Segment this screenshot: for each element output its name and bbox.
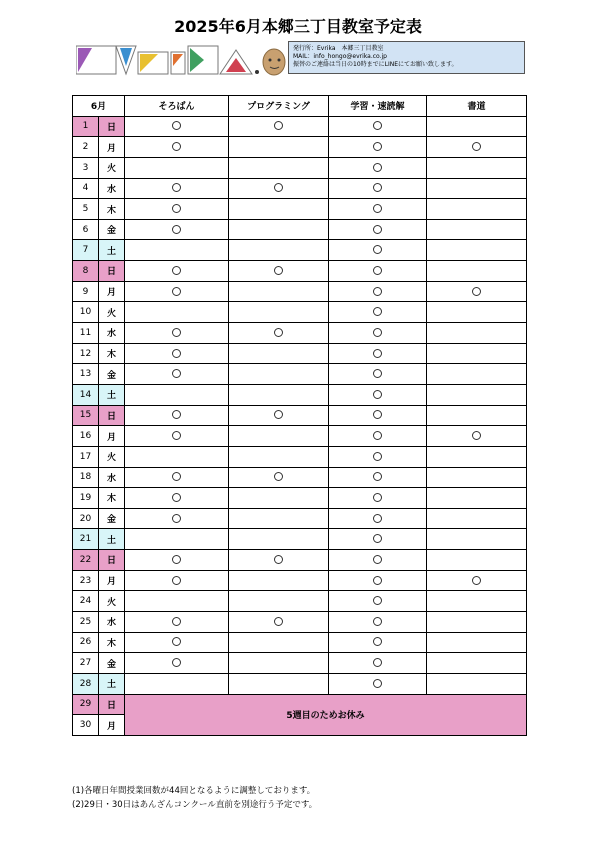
weekday-cell: 火 xyxy=(99,446,125,467)
class-cell xyxy=(427,343,527,364)
info-mail: MAIL：info_hongo@evrika.co.jp xyxy=(293,53,387,60)
class-cell xyxy=(229,529,329,550)
circle-mark-icon xyxy=(172,349,181,358)
circle-mark-icon xyxy=(373,431,382,440)
weekday-cell: 水 xyxy=(99,612,125,633)
class-cell xyxy=(229,199,329,220)
class-cell xyxy=(125,653,229,674)
class-cell xyxy=(125,261,229,282)
circle-mark-icon xyxy=(274,328,283,337)
class-cell xyxy=(329,199,427,220)
weekday-cell: 金 xyxy=(99,653,125,674)
day-cell: 17 xyxy=(73,446,99,467)
column-header: そろばん xyxy=(125,96,229,117)
table-row xyxy=(73,632,527,653)
day-cell: 15 xyxy=(73,405,99,426)
day-cell: 2 xyxy=(73,137,99,158)
class-cell xyxy=(427,323,527,344)
page-title: 2025年6月本郷三丁目教室予定表 xyxy=(174,17,422,36)
class-cell xyxy=(427,570,527,591)
class-cell xyxy=(229,488,329,509)
class-cell xyxy=(329,405,427,426)
circle-mark-icon xyxy=(274,266,283,275)
table-row xyxy=(73,694,527,715)
circle-mark-icon xyxy=(373,555,382,564)
weekday-cell: 金 xyxy=(99,219,125,240)
class-cell xyxy=(229,364,329,385)
table-row xyxy=(73,426,527,447)
circle-mark-icon xyxy=(274,472,283,481)
weekday-cell: 日 xyxy=(99,694,125,715)
weekday-cell: 日 xyxy=(99,116,125,137)
class-cell xyxy=(125,550,229,571)
circle-mark-icon xyxy=(373,410,382,419)
class-cell xyxy=(427,612,527,633)
note-item: (2)29日・30日はあんざんコンクール直前を別途行う予定です。 xyxy=(72,800,318,810)
class-cell xyxy=(229,157,329,178)
day-cell: 3 xyxy=(73,157,99,178)
table-row xyxy=(73,157,527,178)
circle-mark-icon xyxy=(472,287,481,296)
class-cell xyxy=(427,219,527,240)
circle-mark-icon xyxy=(172,121,181,130)
class-cell xyxy=(229,653,329,674)
circle-mark-icon xyxy=(373,349,382,358)
class-cell xyxy=(329,137,427,158)
info-notice: 振替のご連絡は当日の10時までにLINEにてお願い致します。 xyxy=(293,61,458,68)
month-header: 6月 xyxy=(73,96,125,117)
class-cell xyxy=(329,384,427,405)
table-row xyxy=(73,302,527,323)
day-cell: 27 xyxy=(73,653,99,674)
day-cell: 18 xyxy=(73,467,99,488)
column-header: 書道 xyxy=(427,96,527,117)
class-cell xyxy=(427,653,527,674)
schedule-table xyxy=(72,95,527,736)
circle-mark-icon xyxy=(373,204,382,213)
weekday-cell: 火 xyxy=(99,591,125,612)
day-cell: 10 xyxy=(73,302,99,323)
day-cell: 23 xyxy=(73,570,99,591)
class-cell xyxy=(427,508,527,529)
class-cell xyxy=(329,529,427,550)
day-cell: 1 xyxy=(73,116,99,137)
table-row xyxy=(73,529,527,550)
class-cell xyxy=(329,632,427,653)
circle-mark-icon xyxy=(373,679,382,688)
class-cell xyxy=(329,426,427,447)
day-cell: 26 xyxy=(73,632,99,653)
class-cell xyxy=(427,261,527,282)
class-cell xyxy=(125,529,229,550)
day-cell: 21 xyxy=(73,529,99,550)
table-row xyxy=(73,178,527,199)
class-cell xyxy=(125,612,229,633)
circle-mark-icon xyxy=(373,514,382,523)
circle-mark-icon xyxy=(172,431,181,440)
circle-mark-icon xyxy=(373,369,382,378)
weekday-cell: 月 xyxy=(99,715,125,736)
day-cell: 6 xyxy=(73,219,99,240)
info-publisher: 発行所：Evrika 本郷三丁目教室 xyxy=(293,45,384,52)
class-cell xyxy=(329,446,427,467)
circle-mark-icon xyxy=(172,225,181,234)
day-cell: 28 xyxy=(73,673,99,694)
weekday-cell: 金 xyxy=(99,364,125,385)
class-cell xyxy=(329,323,427,344)
circle-mark-icon xyxy=(373,617,382,626)
class-cell xyxy=(329,219,427,240)
table-row xyxy=(73,467,527,488)
weekday-cell: 土 xyxy=(99,384,125,405)
weekday-cell: 火 xyxy=(99,157,125,178)
class-cell xyxy=(229,261,329,282)
class-cell xyxy=(229,673,329,694)
class-cell xyxy=(427,199,527,220)
circle-mark-icon xyxy=(172,576,181,585)
class-cell xyxy=(329,591,427,612)
circle-mark-icon xyxy=(172,472,181,481)
class-cell xyxy=(329,302,427,323)
class-cell xyxy=(125,508,229,529)
class-cell xyxy=(229,178,329,199)
class-cell xyxy=(427,446,527,467)
day-cell: 29 xyxy=(73,694,99,715)
circle-mark-icon xyxy=(373,596,382,605)
circle-mark-icon xyxy=(373,225,382,234)
class-cell xyxy=(125,591,229,612)
circle-mark-icon xyxy=(373,328,382,337)
day-cell: 7 xyxy=(73,240,99,261)
table-row xyxy=(73,550,527,571)
column-header: 学習・速読解 xyxy=(329,96,427,117)
class-cell xyxy=(329,467,427,488)
circle-mark-icon xyxy=(373,307,382,316)
class-cell xyxy=(229,323,329,344)
class-cell xyxy=(125,219,229,240)
table-row xyxy=(73,488,527,509)
weekday-cell: 日 xyxy=(99,550,125,571)
class-cell xyxy=(329,343,427,364)
circle-mark-icon xyxy=(373,576,382,585)
day-cell: 13 xyxy=(73,364,99,385)
column-header: プログラミング xyxy=(229,96,329,117)
circle-mark-icon xyxy=(373,245,382,254)
table-row xyxy=(73,612,527,633)
circle-mark-icon xyxy=(172,266,181,275)
weekday-cell: 水 xyxy=(99,178,125,199)
weekday-cell: 土 xyxy=(99,240,125,261)
class-cell xyxy=(329,488,427,509)
class-cell xyxy=(125,405,229,426)
closed-notice: 5週目のためお休み xyxy=(125,694,527,735)
circle-mark-icon xyxy=(172,328,181,337)
circle-mark-icon xyxy=(373,142,382,151)
weekday-cell: 土 xyxy=(99,673,125,694)
class-cell xyxy=(427,632,527,653)
class-cell xyxy=(125,467,229,488)
class-cell xyxy=(427,529,527,550)
class-cell xyxy=(125,446,229,467)
circle-mark-icon xyxy=(373,493,382,502)
circle-mark-icon xyxy=(472,576,481,585)
class-cell xyxy=(427,488,527,509)
circle-mark-icon xyxy=(373,183,382,192)
table-row xyxy=(73,508,527,529)
info-box xyxy=(288,41,525,74)
class-cell xyxy=(329,653,427,674)
class-cell xyxy=(229,508,329,529)
class-cell xyxy=(427,302,527,323)
class-cell xyxy=(229,137,329,158)
class-cell xyxy=(329,240,427,261)
table-row xyxy=(73,343,527,364)
class-cell xyxy=(427,240,527,261)
day-cell: 24 xyxy=(73,591,99,612)
day-cell: 14 xyxy=(73,384,99,405)
class-cell xyxy=(329,364,427,385)
class-cell xyxy=(427,116,527,137)
class-cell xyxy=(125,426,229,447)
class-cell xyxy=(427,364,527,385)
class-cell xyxy=(229,384,329,405)
class-cell xyxy=(329,550,427,571)
class-cell xyxy=(229,570,329,591)
class-cell xyxy=(229,591,329,612)
class-cell xyxy=(329,261,427,282)
table-row xyxy=(73,219,527,240)
class-cell xyxy=(427,550,527,571)
class-cell xyxy=(229,426,329,447)
day-cell: 25 xyxy=(73,612,99,633)
table-row xyxy=(73,261,527,282)
class-cell xyxy=(229,281,329,302)
day-cell: 20 xyxy=(73,508,99,529)
weekday-cell: 土 xyxy=(99,529,125,550)
weekday-cell: 木 xyxy=(99,632,125,653)
table-row xyxy=(73,591,527,612)
circle-mark-icon xyxy=(274,183,283,192)
circle-mark-icon xyxy=(373,472,382,481)
day-cell: 4 xyxy=(73,178,99,199)
day-cell: 11 xyxy=(73,323,99,344)
weekday-cell: 月 xyxy=(99,137,125,158)
day-cell: 8 xyxy=(73,261,99,282)
circle-mark-icon xyxy=(172,410,181,419)
weekday-cell: 木 xyxy=(99,199,125,220)
table-row xyxy=(73,446,527,467)
class-cell xyxy=(125,673,229,694)
day-cell: 22 xyxy=(73,550,99,571)
circle-mark-icon xyxy=(172,637,181,646)
class-cell xyxy=(125,137,229,158)
class-cell xyxy=(427,405,527,426)
table-row xyxy=(73,240,527,261)
class-cell xyxy=(125,364,229,385)
weekday-cell: 火 xyxy=(99,302,125,323)
class-cell xyxy=(229,240,329,261)
class-cell xyxy=(229,632,329,653)
class-cell xyxy=(229,116,329,137)
class-cell xyxy=(329,673,427,694)
class-cell xyxy=(427,384,527,405)
weekday-cell: 日 xyxy=(99,405,125,426)
weekday-cell: 木 xyxy=(99,343,125,364)
day-cell: 12 xyxy=(73,343,99,364)
class-cell xyxy=(125,281,229,302)
class-cell xyxy=(229,550,329,571)
class-cell xyxy=(229,467,329,488)
table-row xyxy=(73,137,527,158)
weekday-cell: 月 xyxy=(99,281,125,302)
class-cell xyxy=(125,157,229,178)
class-cell xyxy=(427,673,527,694)
notes xyxy=(72,784,317,812)
circle-mark-icon xyxy=(172,204,181,213)
circle-mark-icon xyxy=(373,121,382,130)
class-cell xyxy=(229,446,329,467)
circle-mark-icon xyxy=(472,142,481,151)
weekday-cell: 木 xyxy=(99,488,125,509)
circle-mark-icon xyxy=(172,555,181,564)
weekday-cell: 金 xyxy=(99,508,125,529)
circle-mark-icon xyxy=(172,369,181,378)
circle-mark-icon xyxy=(172,493,181,502)
circle-mark-icon xyxy=(274,617,283,626)
class-cell xyxy=(329,508,427,529)
class-cell xyxy=(427,137,527,158)
class-cell xyxy=(125,199,229,220)
class-cell xyxy=(125,570,229,591)
class-cell xyxy=(125,488,229,509)
class-cell xyxy=(329,281,427,302)
class-cell xyxy=(329,178,427,199)
class-cell xyxy=(229,219,329,240)
circle-mark-icon xyxy=(172,617,181,626)
day-cell: 16 xyxy=(73,426,99,447)
class-cell xyxy=(125,302,229,323)
class-cell xyxy=(427,281,527,302)
class-cell xyxy=(229,612,329,633)
class-cell xyxy=(229,302,329,323)
circle-mark-icon xyxy=(373,266,382,275)
class-cell xyxy=(427,467,527,488)
circle-mark-icon xyxy=(172,514,181,523)
circle-mark-icon xyxy=(373,163,382,172)
class-cell xyxy=(329,612,427,633)
circle-mark-icon xyxy=(274,410,283,419)
circle-mark-icon xyxy=(172,658,181,667)
table-row xyxy=(73,281,527,302)
class-cell xyxy=(229,405,329,426)
circle-mark-icon xyxy=(373,287,382,296)
class-cell xyxy=(427,178,527,199)
class-cell xyxy=(125,178,229,199)
circle-mark-icon xyxy=(373,658,382,667)
table-row xyxy=(73,384,527,405)
note-item: (1)各曜日年間授業回数が44回となるように調整しております。 xyxy=(72,786,316,796)
table-row xyxy=(73,570,527,591)
class-cell xyxy=(427,157,527,178)
table-row xyxy=(73,199,527,220)
circle-mark-icon xyxy=(373,452,382,461)
circle-mark-icon xyxy=(274,121,283,130)
class-cell xyxy=(125,240,229,261)
weekday-cell: 水 xyxy=(99,323,125,344)
circle-mark-icon xyxy=(172,183,181,192)
day-cell: 5 xyxy=(73,199,99,220)
class-cell xyxy=(125,343,229,364)
class-cell xyxy=(329,116,427,137)
class-cell xyxy=(329,157,427,178)
evrika-logo xyxy=(76,44,286,78)
class-cell xyxy=(329,570,427,591)
table-row xyxy=(73,364,527,385)
circle-mark-icon xyxy=(172,287,181,296)
weekday-cell: 月 xyxy=(99,426,125,447)
class-cell xyxy=(125,116,229,137)
circle-mark-icon xyxy=(373,390,382,399)
weekday-cell: 日 xyxy=(99,261,125,282)
day-cell: 19 xyxy=(73,488,99,509)
class-cell xyxy=(427,426,527,447)
table-row xyxy=(73,323,527,344)
weekday-cell: 月 xyxy=(99,570,125,591)
table-row xyxy=(73,405,527,426)
circle-mark-icon xyxy=(274,555,283,564)
table-row xyxy=(73,653,527,674)
day-cell: 9 xyxy=(73,281,99,302)
circle-mark-icon xyxy=(373,637,382,646)
day-cell: 30 xyxy=(73,715,99,736)
header-row xyxy=(73,96,527,117)
class-cell xyxy=(125,384,229,405)
weekday-cell: 水 xyxy=(99,467,125,488)
table-row xyxy=(73,116,527,137)
table-row xyxy=(73,673,527,694)
circle-mark-icon xyxy=(172,142,181,151)
class-cell xyxy=(229,343,329,364)
circle-mark-icon xyxy=(373,534,382,543)
class-cell xyxy=(427,591,527,612)
circle-mark-icon xyxy=(472,431,481,440)
class-cell xyxy=(125,632,229,653)
class-cell xyxy=(125,323,229,344)
